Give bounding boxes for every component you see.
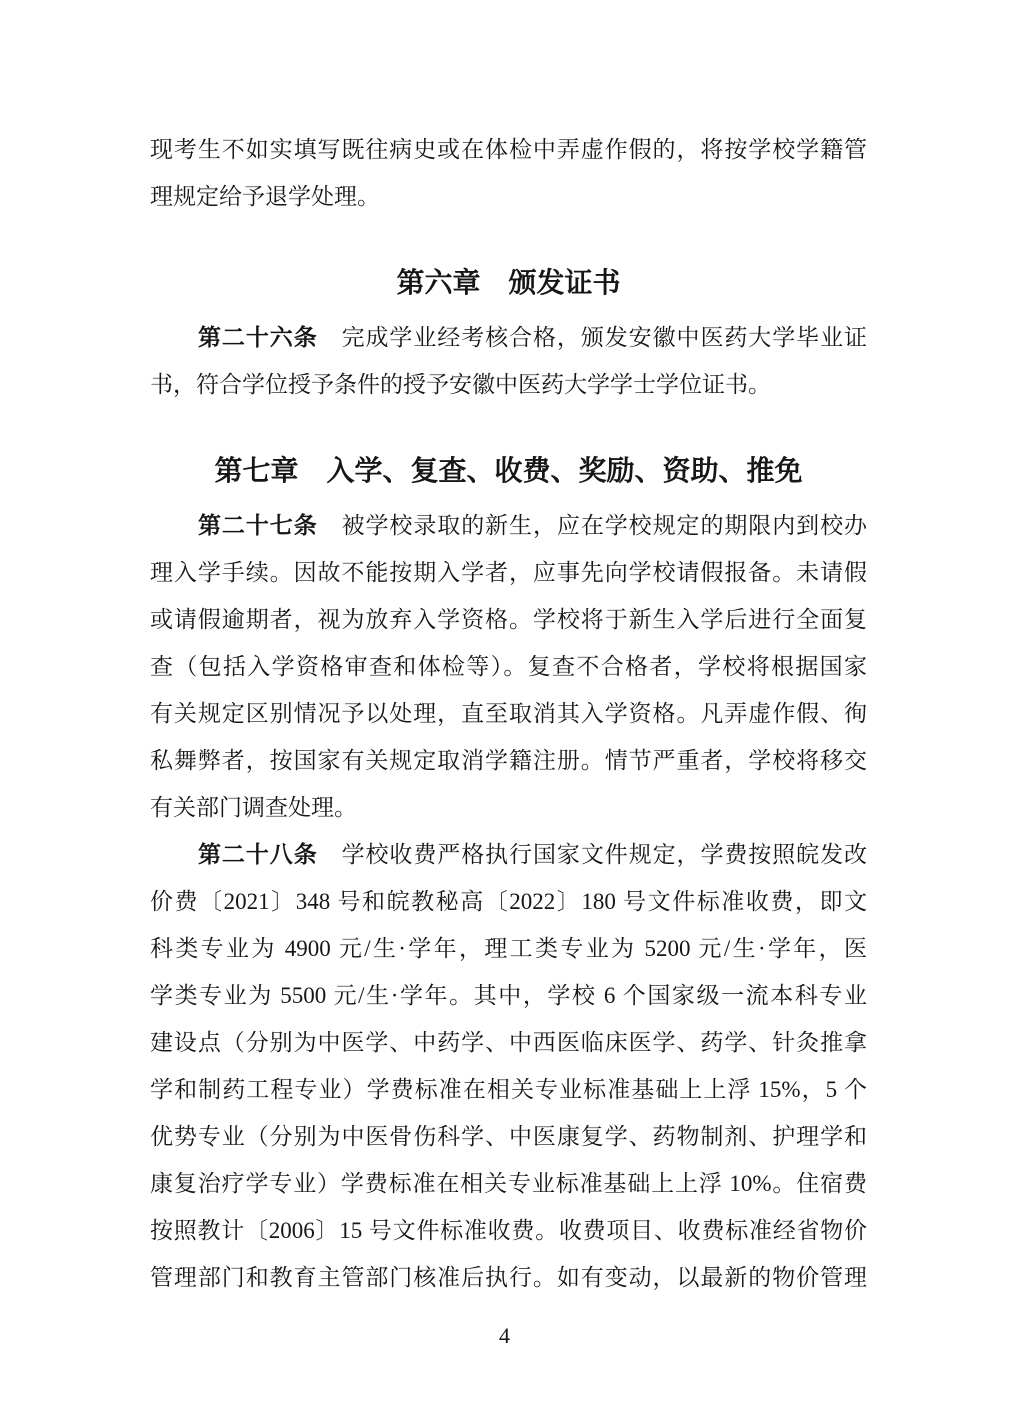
article-label: 第二十七条	[198, 512, 318, 538]
text-line: 第二十八条 学校收费严格执行国家文件规定，学费按照皖发改	[198, 841, 867, 867]
page-number: 4	[499, 1323, 510, 1348]
chapter-heading: 第六章 颁发证书	[396, 267, 621, 298]
text-line: 科类专业为 4900 元/生·学年，理工类专业为 5200 元/生·学年，医	[150, 936, 867, 961]
text-line: 书，符合学位授予条件的授予安徽中医药大学学士学位证书。	[150, 372, 771, 397]
text-line: 学类专业为 5500 元/生·学年。其中，学校 6 个国家级一流本科专业	[150, 983, 867, 1008]
text-line: 学和制药工程专业）学费标准在相关专业标准基础上上浮 15%，5 个	[150, 1077, 867, 1102]
text-line: 价费〔2021〕348 号和皖教秘高〔2022〕180 号文件标准收费，即文	[150, 889, 867, 914]
chapter-heading: 第七章 入学、复查、收费、奖励、资助、推免	[214, 455, 803, 486]
text-line: 私舞弊者，按国家有关规定取消学籍注册。情节严重者，学校将移交	[150, 748, 867, 773]
text-line: 第二十六条 完成学业经考核合格，颁发安徽中医药大学毕业证	[198, 324, 867, 350]
text-line: 建设点（分别为中医学、中药学、中西医临床医学、药学、针灸推拿	[150, 1030, 867, 1055]
text-line: 管理部门和教育主管部门核准后执行。如有变动，以最新的物价管理	[150, 1265, 867, 1290]
text-line: 或请假逾期者，视为放弃入学资格。学校将于新生入学后进行全面复	[150, 607, 867, 632]
text-line: 优势专业（分别为中医骨伤科学、中医康复学、药物制剂、护理学和	[150, 1124, 867, 1149]
text-line: 康复治疗学专业）学费标准在相关专业标准基础上上浮 10%。住宿费	[150, 1171, 867, 1196]
article-label: 第二十八条	[198, 841, 318, 867]
text-line: 有关规定区别情况予以处理，直至取消其入学资格。凡弄虚作假、徇	[150, 701, 867, 726]
text-line: 第二十七条 被学校录取的新生，应在学校规定的期限内到校办	[198, 512, 867, 538]
document-body	[150, 126, 867, 1301]
article-label: 第二十六条	[198, 324, 318, 350]
text-line: 理规定给予退学处理。	[150, 184, 380, 209]
text-line: 现考生不如实填写既往病史或在体检中弄虚作假的，将按学校学籍管	[150, 137, 867, 162]
text-line: 查（包括入学资格审查和体检等）。复查不合格者，学校将根据国家	[150, 654, 867, 679]
text-line: 按照教计〔2006〕15 号文件标准收费。收费项目、收费标准经省物价	[150, 1218, 867, 1243]
text-line: 理入学手续。因故不能按期入学者，应事先向学校请假报备。未请假	[150, 560, 867, 585]
text-line: 有关部门调查处理。	[150, 795, 357, 820]
